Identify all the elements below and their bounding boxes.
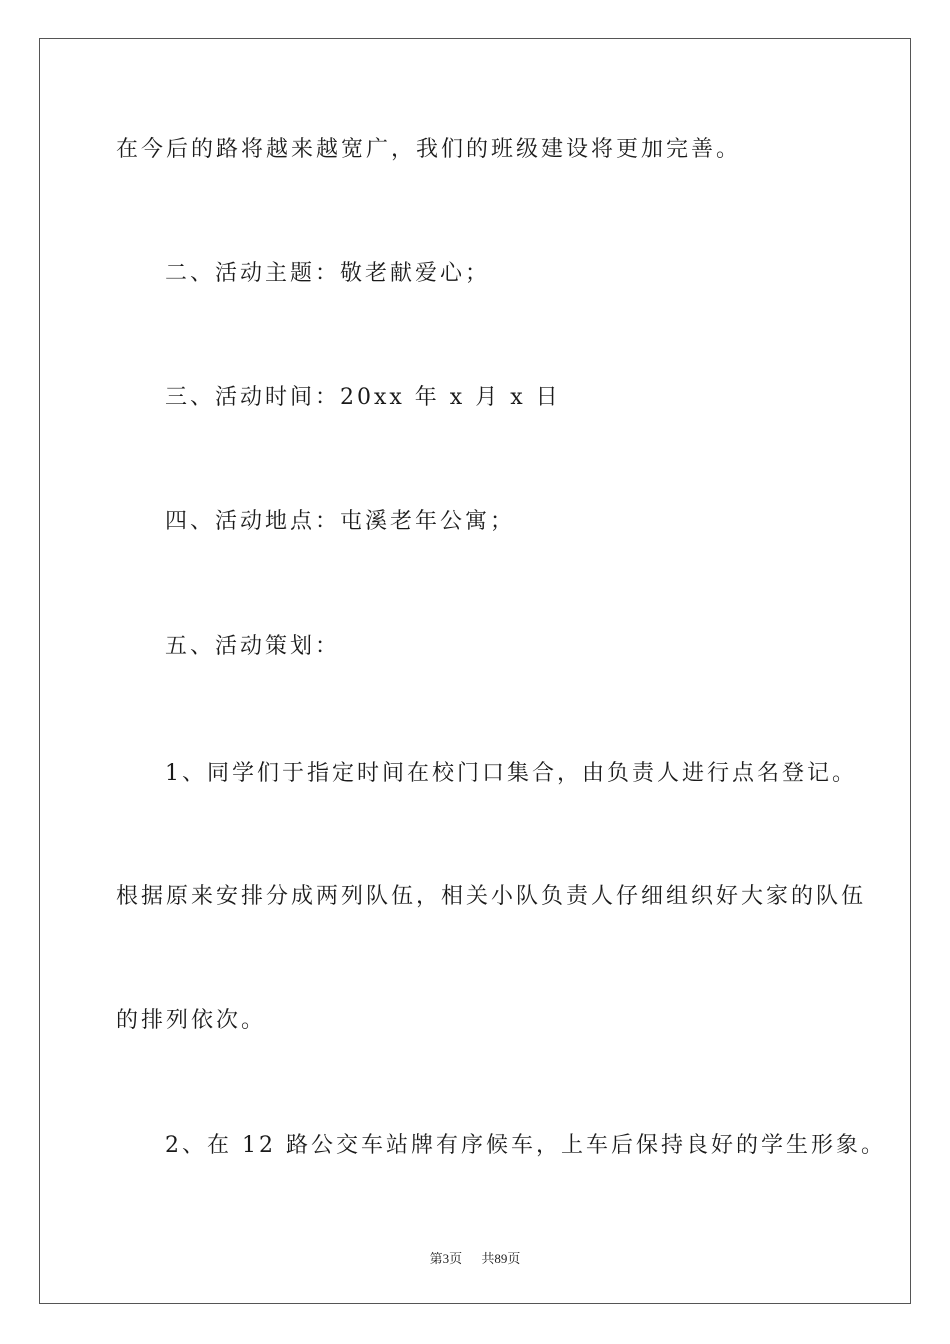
page-border bbox=[39, 38, 911, 1304]
section-heading-location: 四、活动地点：屯溪老年公寓； bbox=[165, 509, 516, 534]
paragraph-line: 2、在 12 路公交车站牌有序候车，上车后保持良好的学生形象。 bbox=[165, 1133, 886, 1158]
paragraph-line: 根据原来安排分成两列队伍，相关小队负责人仔细组织好大家的队伍 bbox=[116, 884, 867, 909]
paragraph-line: 在今后的路将越来越宽广，我们的班级建设将更加完善。 bbox=[116, 137, 742, 162]
page-total: 共89页 bbox=[481, 1251, 521, 1266]
section-heading-time: 三、活动时间：20xx 年 x 月 x 日 bbox=[165, 385, 561, 410]
section-heading-theme: 二、活动主题：敬老献爱心； bbox=[165, 261, 491, 286]
paragraph-line: 1、同学们于指定时间在校门口集合，由负责人进行点名登记。 bbox=[165, 761, 857, 786]
page-number: 第3页 bbox=[429, 1251, 463, 1266]
paragraph-line: 的排列依次。 bbox=[116, 1008, 267, 1033]
section-heading-plan: 五、活动策划： bbox=[165, 634, 341, 659]
page-footer bbox=[0, 1248, 950, 1267]
